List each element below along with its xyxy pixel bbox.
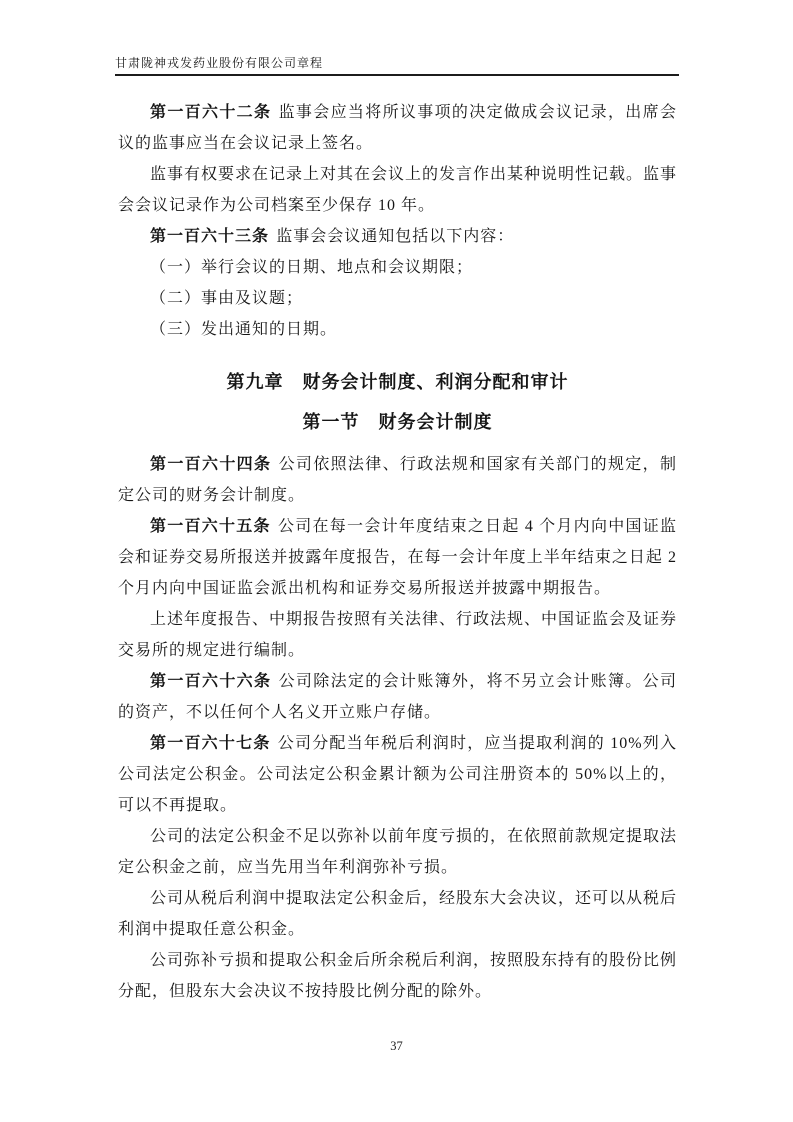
list-item-text: （二）事由及议题； [150,290,304,307]
article-text: 监事会会议通知包括以下内容： [276,228,515,245]
article-text: 公司依照法律、行政法规和国家有关部门的规定，制定公司的财务会计制度。 [118,456,677,504]
article-paragraph-167 [118,728,677,821]
section-heading-text: 第一节 财务会计制度 [302,412,493,432]
list-item-text: （三）发出通知的日期。 [150,321,338,338]
body-paragraph [118,945,677,1007]
article-number: 第一百六十四条 [150,456,272,473]
article-number: 第一百六十二条 [150,104,272,121]
article-number: 第一百六十七条 [150,735,271,752]
list-item-1 [118,252,677,283]
article-paragraph-162 [118,97,677,159]
chapter-heading-text: 第九章 财务会计制度、利润分配和审计 [226,372,569,392]
body-paragraph [118,159,677,221]
body-paragraph [118,883,677,945]
list-item-2 [118,283,677,314]
document-body [118,97,677,1007]
list-item-text: （一）举行会议的日期、地点和会议期限； [150,259,474,276]
paragraph-text: 监事有权要求在记录上对其在会议上的发言作出某种说明性记载。监事会会议记录作为公司档案至少保存 10 年。 [118,166,678,214]
paragraph-text: 公司从税后利润中提取法定公积金后，经股东大会决议，还可以从税后利润中提取任意公积金。 [118,890,678,938]
article-text: 公司分配当年税后利润时，应当提取利润的 10%列入公司法定公积金。公司法定公积金累计额为公司注册资本的 50%以上的，可以不再提取。 [118,735,677,814]
page-number: 37 [390,1039,403,1053]
list-item-3 [118,314,677,345]
paragraph-text: 上述年度报告、中期报告按照有关法律、行政法规、中国证监会及证券交易所的规定进行编制。 [118,611,678,659]
article-text: 公司在每一会计年度结束之日起 4 个月内向中国证监会和证券交易所报送并披露年度报告，在每一会计年度上半年结束之日起 2 个月内向中国证监会派出机构和证券交易所报送并披露中期报告。 [118,518,677,597]
paragraph-text: 公司的法定公积金不足以弥补以前年度亏损的，在依照前款规定提取法定公积金之前，应当先用当年利润弥补亏损。 [118,828,678,876]
article-text: 公司除法定的会计账簿外，将不另立会计账簿。公司的资产，不以任何个人名义开立账户存储。 [118,673,677,721]
page-header [115,0,679,76]
article-paragraph-164 [118,449,677,511]
page-footer [0,1039,793,1053]
article-number: 第一百六十五条 [150,518,271,535]
article-number: 第一百六十六条 [150,673,272,690]
article-paragraph-166 [118,666,677,728]
body-paragraph [118,821,677,883]
body-paragraph [118,604,677,666]
section-heading [118,407,677,438]
article-number: 第一百六十三条 [150,228,270,245]
article-paragraph-163 [118,221,677,252]
page-header-title: 甘肃陇神戎发药业股份有限公司章程 [115,56,324,70]
article-text: 监事会应当将所议事项的决定做成会议记录，出席会议的监事应当在会议记录上签名。 [118,104,677,152]
chapter-heading [118,367,677,398]
paragraph-text: 公司弥补亏损和提取公积金后所余税后利润，按照股东持有的股份比例分配，但股东大会决议不按持股比例分配的除外。 [118,952,678,1000]
article-paragraph-165 [118,511,677,604]
